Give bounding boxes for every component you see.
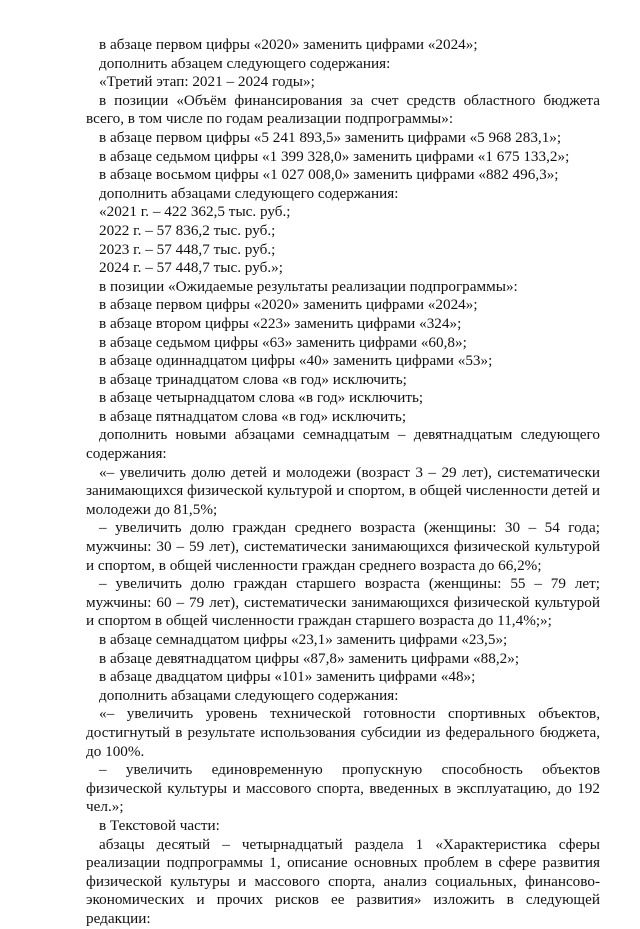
paragraph-26: в абзаце девятнадцатом цифры «87,8» заменить цифрами «88,2»;: [99, 649, 520, 667]
paragraph-02: дополнить абзацем следующего содержания:: [99, 54, 391, 72]
paragraph-22: «– увеличить долю детей и молодежи (возраст 3 – 29 лет), систематически занимающихся физической культурой и спортом, в общей численности детей и молодежи до 81,5%;: [86, 463, 600, 518]
paragraph-27: в абзаце двадцатом цифры «101» заменить цифрами «48»;: [99, 668, 476, 686]
paragraph-16: в абзаце седьмом цифры «63» заменить цифрами «60,8»;: [99, 333, 467, 351]
paragraph-17: в абзаце одиннадцатом цифры «40» заменить цифрами «53»;: [99, 352, 493, 370]
paragraph-04: в позиции «Объём финансирования за счет средств областного бюджета всего, в том числе по годам реализации подпрограммы»:: [86, 91, 600, 128]
paragraph-30: – увеличить единовременную пропускную способность объектов физической культуры и массового спорта, введенных в эксплуатацию, до 192 чел.»;: [86, 761, 600, 816]
paragraph-23: – увеличить долю граждан среднего возраста (женщины: 30 – 54 года; мужчины: 30 – 59 лет), систематически занимающихся физической культурой и спортом, в общей численности граждан среднего возраста до 66,2%;: [86, 519, 600, 574]
paragraph-08: дополнить абзацами следующего содержания:: [99, 184, 399, 202]
paragraph-13: в позиции «Ожидаемые результаты реализации подпрограммы»:: [99, 277, 518, 295]
paragraph-15: в абзаце втором цифры «223» заменить цифрами «324»;: [99, 314, 462, 332]
paragraph-01: в абзаце первом цифры «2020» заменить цифрами «2024»;: [99, 36, 478, 53]
paragraph-25: в абзаце семнадцатом цифры «23,1» заменить цифрами «23,5»;: [99, 631, 508, 648]
paragraph-05: в абзаце первом цифры «5 241 893,5» заменить цифрами «5 968 283,1»;: [99, 128, 562, 146]
paragraph-12: 2024 г. – 57 448,7 тыс. руб.»;: [99, 259, 283, 277]
paragraph-29: «– увеличить уровень технической готовности спортивных объектов, достигнутый в результате использования субсидии из федерального бюджета, до 100%.: [86, 705, 600, 760]
document-page: [86, 36, 600, 929]
paragraph-18: в абзаце тринадцатом слова «в год» исключить;: [99, 370, 407, 388]
paragraph-28: дополнить абзацами следующего содержания:: [99, 686, 399, 704]
paragraph-11: 2023 г. – 57 448,7 тыс. руб.;: [99, 240, 276, 258]
paragraph-09: «2021 г. – 422 362,5 тыс. руб.;: [99, 203, 291, 221]
paragraph-24: – увеличить долю граждан старшего возраста (женщины: 55 – 79 лет; мужчины: 60 – 79 лет), систематически занимающихся физической культурой и спортом в общей численности граждан старшего возраста до 11,4%;»;: [86, 575, 600, 630]
paragraph-10: 2022 г. – 57 836,2 тыс. руб.;: [99, 221, 276, 239]
paragraph-06: в абзаце седьмом цифры «1 399 328,0» заменить цифрами «1 675 133,2»;: [99, 147, 570, 165]
paragraph-14: в абзаце первом цифры «2020» заменить цифрами «2024»;: [99, 296, 478, 314]
paragraph-21: дополнить новыми абзацами семнадцатым – девятнадцатым следующего содержания:: [86, 426, 600, 463]
paragraph-20: в абзаце пятнадцатом слова «в год» исключить;: [99, 407, 407, 425]
paragraph-32: абзацы десятый – четырнадцатый раздела 1 «Характеристика сферы реализации подпрограммы 1, описание основных проблем в сфере развития физической культуры и массового спорта, анализ социальных, финансово-экономических и прочих рисков ее развития» изложить в следующей редакции:: [86, 835, 600, 927]
paragraph-03: «Третий этап: 2021 – 2024 годы»;: [99, 73, 315, 91]
paragraph-19: в абзаце четырнадцатом слова «в год» исключить;: [99, 389, 424, 407]
paragraph-31: в Текстовой части:: [99, 816, 220, 834]
paragraph-07: в абзаце восьмом цифры «1 027 008,0» заменить цифрами «882 496,3»;: [99, 166, 559, 184]
